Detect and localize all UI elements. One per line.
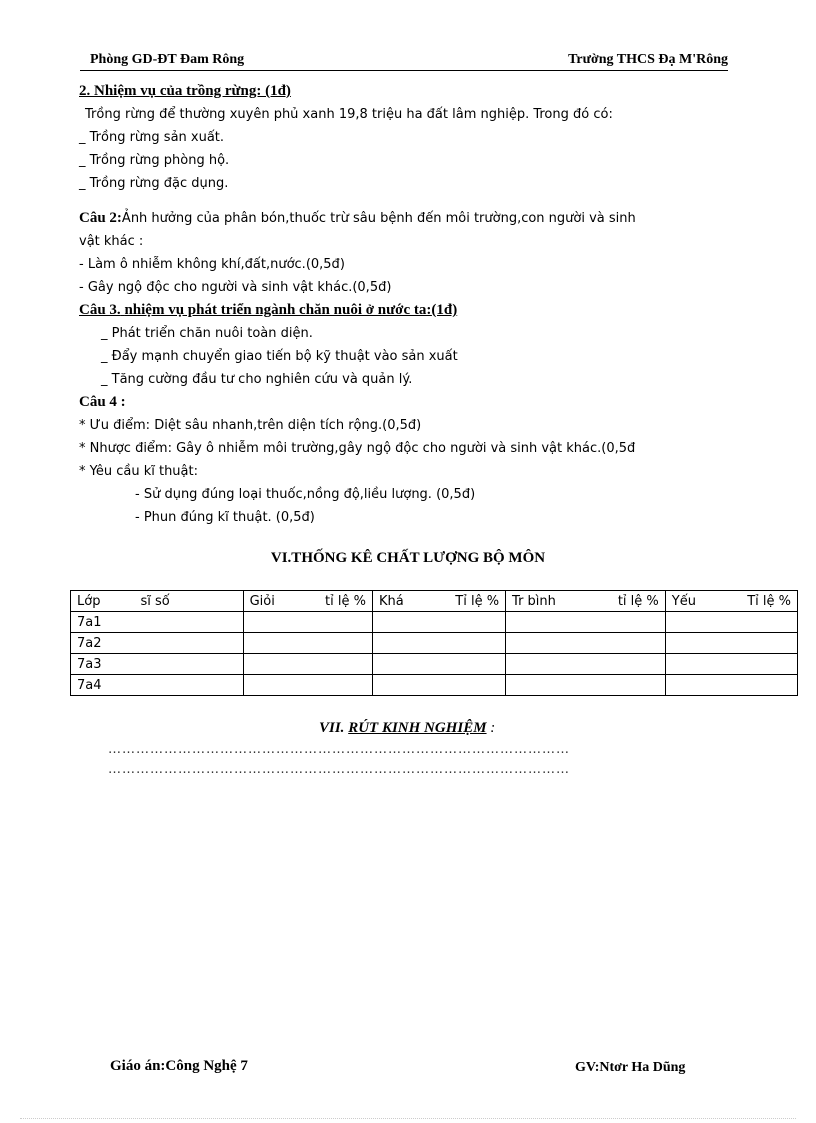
- header-left: Phòng GD-ĐT Đam Rông: [90, 52, 245, 67]
- section7-heading: RÚT KINH NGHIỆM: [348, 720, 487, 736]
- cau2-item: - Gây ngộ độc cho người và sinh vật khác.(0,5đ): [79, 280, 392, 295]
- cau2-item: - Làm ô nhiễm không khí,đất,nước.(0,5đ): [79, 257, 345, 272]
- cau2-text: Ảnh hưởng của phân bón,thuốc trừ sâu bệnh đến môi trường,con người và sinh: [121, 211, 636, 226]
- cau2-label: Câu 2:: [79, 210, 122, 226]
- cau4-nhuoc-diem: * Nhược điểm: Gây ô nhiễm môi trường,gây ngộ độc cho người và sinh vật khác.(0,5đ: [79, 441, 636, 456]
- table-header-cell: Giỏi tỉ lệ %: [243, 591, 372, 612]
- table-header-row: [71, 591, 798, 612]
- cau2-text-cont: vật khác :: [79, 234, 144, 249]
- cau4-uu-diem: * Ưu điểm: Diệt sâu nhanh,trên diện tích rộng.(0,5đ): [79, 418, 422, 433]
- section6-title: VI.THỐNG KÊ CHẤT LƯỢNG BỘ MÔN: [270, 550, 546, 566]
- table-cell-class: 7a1: [71, 612, 244, 633]
- section2-item: _ Trồng rừng phòng hộ.: [79, 153, 230, 168]
- section7-prefix: VII.: [319, 720, 345, 736]
- table-cell-class: 7a3: [71, 654, 244, 675]
- page-header: [80, 52, 728, 71]
- section7-colon: :: [490, 720, 496, 736]
- cau3-points: (1đ): [431, 302, 458, 318]
- dotted-line: ………………………………………………………………………………………: [108, 762, 570, 777]
- cau4-sub-item: - Phun đúng kĩ thuật. (0,5đ): [135, 510, 315, 525]
- cau3-item: _ Phát triển chăn nuôi toàn diện.: [101, 326, 313, 341]
- table-cell-class: 7a2: [71, 633, 244, 654]
- section7-title: [319, 720, 495, 737]
- section2-intro: Trồng rừng để thường xuyên phủ xanh 19,8 triệu ha đất lâm nghiệp. Trong đó có:: [85, 107, 613, 122]
- cau2-line: [79, 207, 739, 230]
- cau3-item: _ Tăng cường đầu tư cho nghiên cứu và quản lý.: [101, 372, 413, 387]
- footer-left: Giáo án:Công Nghệ 7: [110, 1058, 248, 1074]
- header-right: Trường THCS Đạ M'Rông: [568, 52, 728, 67]
- section2-item: _ Trồng rừng sản xuất.: [79, 130, 225, 145]
- table-row: [71, 654, 798, 675]
- table-row: [71, 633, 798, 654]
- table-header-cell: Tr bình tỉ lệ %: [506, 591, 666, 612]
- cau3-label: Câu 3.: [79, 302, 121, 318]
- dotted-line: ………………………………………………………………………………………: [108, 742, 570, 757]
- cau3-item: _ Đẩy mạnh chuyển giao tiến bộ kỹ thuật vào sản xuất: [101, 349, 458, 364]
- section2-title: 2. Nhiệm vụ của trồng rừng: (1đ): [79, 83, 291, 99]
- stats-table: [70, 590, 798, 696]
- document-body: [79, 80, 739, 529]
- cau4-sub-item: - Sử dụng đúng loại thuốc,nồng độ,liều lượng. (0,5đ): [135, 487, 476, 502]
- table-header-cell: Lớp sĩ số: [71, 591, 244, 612]
- page-bottom-border: [20, 1118, 796, 1119]
- cau3-title: [79, 299, 739, 322]
- table-row: [71, 612, 798, 633]
- footer-right: GV:Ntơr Ha Dũng: [575, 1060, 686, 1075]
- table-row: [71, 675, 798, 696]
- table-cell-class: 7a4: [71, 675, 244, 696]
- table-header-cell: Khá Tỉ lệ %: [372, 591, 505, 612]
- section2-item: _ Trồng rừng đặc dụng.: [79, 176, 229, 191]
- cau3-heading: nhiệm vụ phát triển ngành chăn nuôi ở nước ta:: [124, 302, 432, 318]
- cau4-yeu-cau: * Yêu cầu kĩ thuật:: [79, 464, 198, 479]
- table-header-cell: Yếu Tỉ lệ %: [665, 591, 797, 612]
- cau4-label: Câu 4 :: [79, 394, 126, 410]
